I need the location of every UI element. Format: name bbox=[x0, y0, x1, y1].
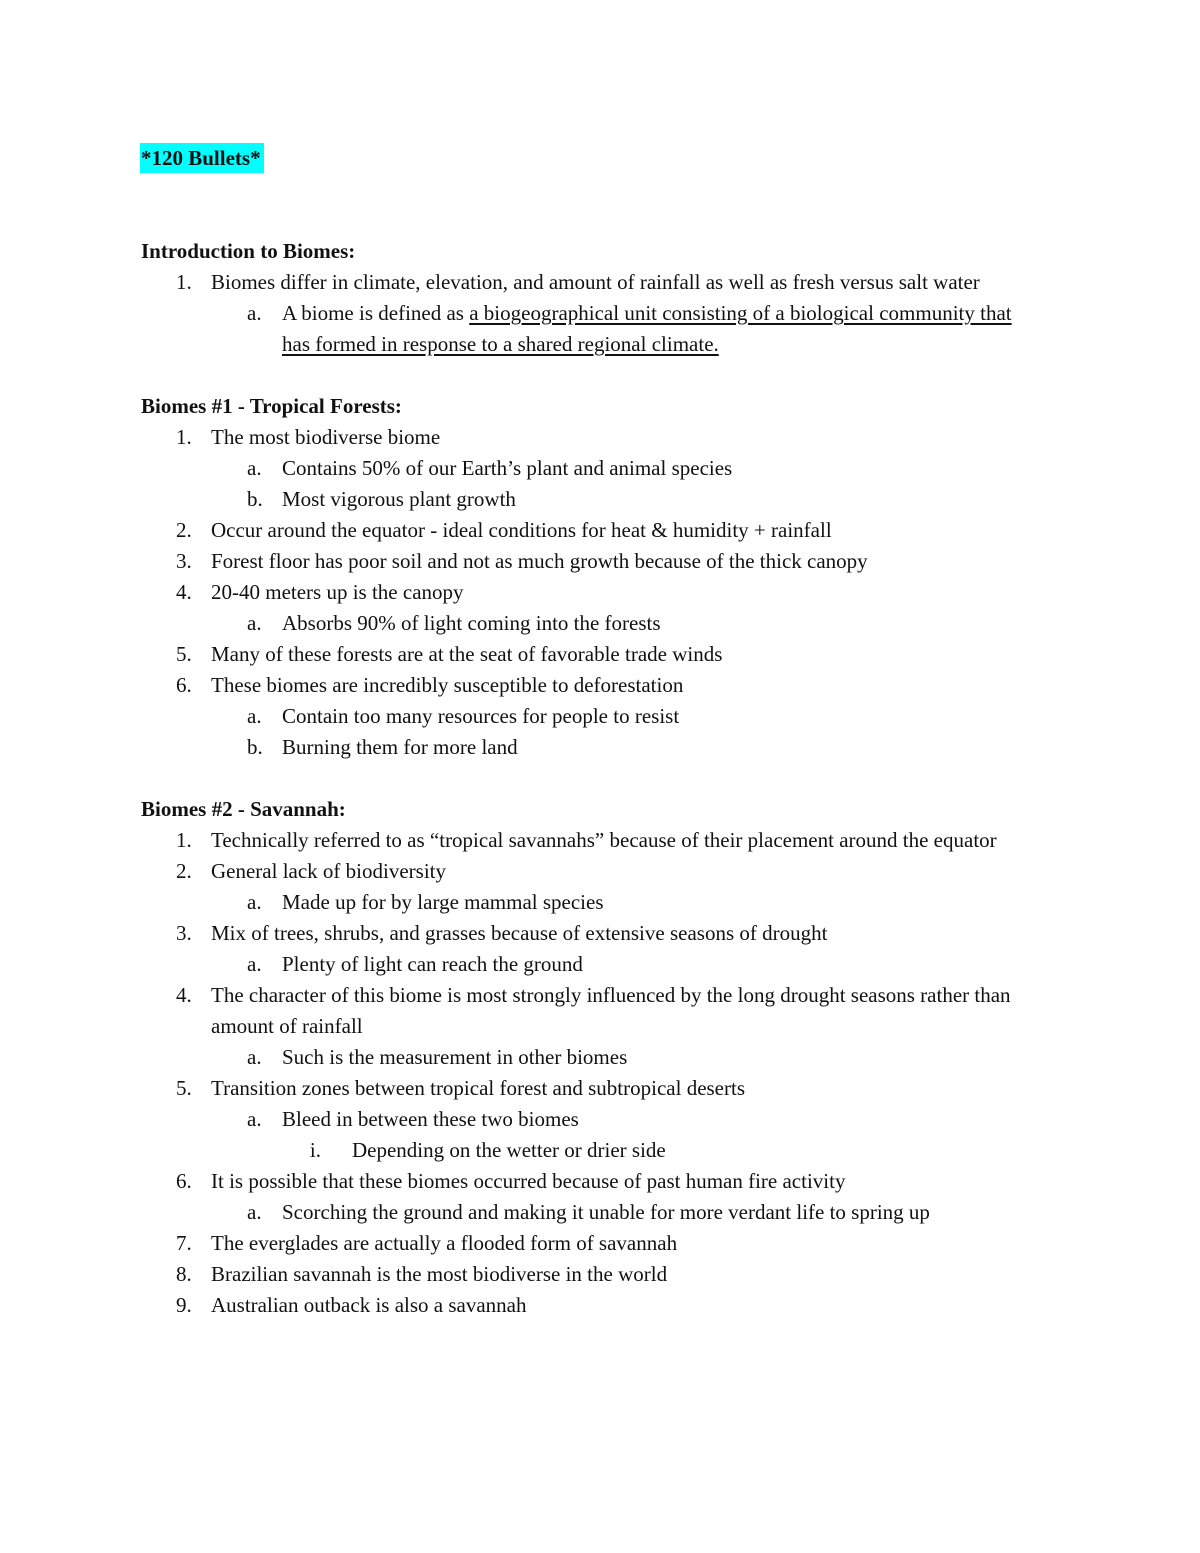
list-marker: b. bbox=[247, 487, 263, 511]
list-item-text: Biomes differ in climate, elevation, and amount of rainfall as well as fresh versus salt water bbox=[211, 270, 980, 294]
list-marker: 4. bbox=[176, 983, 192, 1007]
document-body bbox=[141, 143, 1041, 1321]
section-heading: Introduction to Biomes: bbox=[141, 239, 356, 263]
list-item bbox=[141, 484, 1041, 515]
list-marker: 1. bbox=[176, 828, 192, 852]
list-marker: 9. bbox=[176, 1293, 192, 1317]
list-item bbox=[141, 639, 1041, 670]
list-item-text: Technically referred to as “tropical savannahs” because of their placement around the equator bbox=[211, 828, 997, 852]
list-item bbox=[141, 856, 1041, 887]
list-item-text: Transition zones between tropical forest and subtropical deserts bbox=[211, 1076, 746, 1100]
list-item-text: A biome is defined as bbox=[282, 301, 470, 325]
list-item-text: Bleed in between these two biomes bbox=[282, 1107, 579, 1131]
section-2 bbox=[141, 391, 1041, 763]
list-item-text: The most biodiverse biome bbox=[211, 425, 441, 449]
list-item bbox=[141, 577, 1041, 608]
list-marker: 1. bbox=[176, 425, 192, 449]
list-item-text: The everglades are actually a flooded form of savannah bbox=[211, 1231, 678, 1255]
list-marker: 6. bbox=[176, 673, 192, 697]
list-item-text: Mix of trees, shrubs, and grasses because of extensive seasons of drought bbox=[211, 921, 828, 945]
list-item-text: Contain too many resources for people to resist bbox=[282, 704, 680, 728]
list-item-text: Burning them for more land bbox=[282, 735, 518, 759]
list-item bbox=[141, 546, 1041, 577]
list-item-text: Absorbs 90% of light coming into the forests bbox=[282, 611, 661, 635]
list-item bbox=[141, 1197, 1041, 1228]
list-item bbox=[141, 825, 1041, 856]
list-marker: 2. bbox=[176, 859, 192, 883]
list-item-text: Occur around the equator - ideal conditions for heat & humidity + rainfall bbox=[211, 518, 832, 542]
list-marker: a. bbox=[247, 1045, 262, 1069]
list-marker: a. bbox=[247, 890, 262, 914]
list-item bbox=[141, 949, 1041, 980]
list-item bbox=[141, 267, 1041, 298]
list-item-text: The character of this biome is most strongly influenced by the long drought seasons rather than amount of rainfall bbox=[211, 983, 1011, 1038]
list-item bbox=[141, 732, 1041, 763]
document-title: *120 Bullets* bbox=[140, 143, 264, 173]
list-item-text: These biomes are incredibly susceptible to deforestation bbox=[211, 673, 684, 697]
list-item-text: Brazilian savannah is the most biodiverse in the world bbox=[211, 1262, 668, 1286]
list-marker: 8. bbox=[176, 1262, 192, 1286]
list-marker: 5. bbox=[176, 1076, 192, 1100]
list-marker: 5. bbox=[176, 642, 192, 666]
list-item bbox=[141, 422, 1041, 453]
list-item-text: It is possible that these biomes occurred because of past human fire activity bbox=[211, 1169, 846, 1193]
list-item bbox=[141, 980, 1041, 1042]
list-item-text: Plenty of light can reach the ground bbox=[282, 952, 583, 976]
list-item-text: Australian outback is also a savannah bbox=[211, 1293, 527, 1317]
definition-text: a biogeographical unit consisting of a biological community that has formed in response to a shared regional climate. bbox=[282, 301, 1012, 356]
list-marker: a. bbox=[247, 301, 262, 325]
list-item bbox=[141, 701, 1041, 732]
list-marker: 6. bbox=[176, 1169, 192, 1193]
list-marker: a. bbox=[247, 704, 262, 728]
list-item bbox=[141, 515, 1041, 546]
list-item bbox=[141, 1135, 1041, 1166]
list-item bbox=[141, 670, 1041, 701]
list-item-text: Such is the measurement in other biomes bbox=[282, 1045, 628, 1069]
list-item-text: General lack of biodiversity bbox=[211, 859, 446, 883]
list-marker: 3. bbox=[176, 921, 192, 945]
list-item bbox=[141, 608, 1041, 639]
list-marker: a. bbox=[247, 1107, 262, 1131]
section-heading: Biomes #1 - Tropical Forests: bbox=[141, 394, 402, 418]
title-spacer bbox=[141, 174, 1041, 236]
list-marker: i. bbox=[309, 1138, 321, 1162]
list-item-text: Many of these forests are at the seat of favorable trade winds bbox=[211, 642, 723, 666]
list-marker: a. bbox=[247, 611, 262, 635]
list-marker: 4. bbox=[176, 580, 192, 604]
list-item bbox=[141, 1166, 1041, 1197]
list-marker: a. bbox=[247, 456, 262, 480]
list-marker: a. bbox=[247, 1200, 262, 1224]
sections-container bbox=[141, 236, 1041, 1321]
list-item bbox=[141, 1290, 1041, 1321]
list-marker: b. bbox=[247, 735, 263, 759]
section-3 bbox=[141, 794, 1041, 1321]
list-item-text: Most vigorous plant growth bbox=[282, 487, 516, 511]
list-marker: 7. bbox=[176, 1231, 192, 1255]
list-item-text: Contains 50% of our Earth’s plant and animal species bbox=[282, 456, 733, 480]
list-item-text: Depending on the wetter or drier side bbox=[352, 1138, 666, 1162]
list-item bbox=[141, 918, 1041, 949]
list-item bbox=[141, 887, 1041, 918]
list-item bbox=[141, 298, 1041, 360]
list-item bbox=[141, 453, 1041, 484]
list-item bbox=[141, 1104, 1041, 1135]
list-item bbox=[141, 1042, 1041, 1073]
list-item-text: 20-40 meters up is the canopy bbox=[211, 580, 464, 604]
list-item bbox=[141, 1228, 1041, 1259]
list-marker: a. bbox=[247, 952, 262, 976]
list-item bbox=[141, 1073, 1041, 1104]
list-marker: 1. bbox=[176, 270, 192, 294]
section-1 bbox=[141, 236, 1041, 360]
list-item-text: Made up for by large mammal species bbox=[282, 890, 604, 914]
list-item bbox=[141, 1259, 1041, 1290]
list-item-text: Forest floor has poor soil and not as much growth because of the thick canopy bbox=[211, 549, 868, 573]
list-item-text: Scorching the ground and making it unable for more verdant life to spring up bbox=[282, 1200, 930, 1224]
section-heading: Biomes #2 - Savannah: bbox=[141, 797, 346, 821]
list-marker: 3. bbox=[176, 549, 192, 573]
list-marker: 2. bbox=[176, 518, 192, 542]
